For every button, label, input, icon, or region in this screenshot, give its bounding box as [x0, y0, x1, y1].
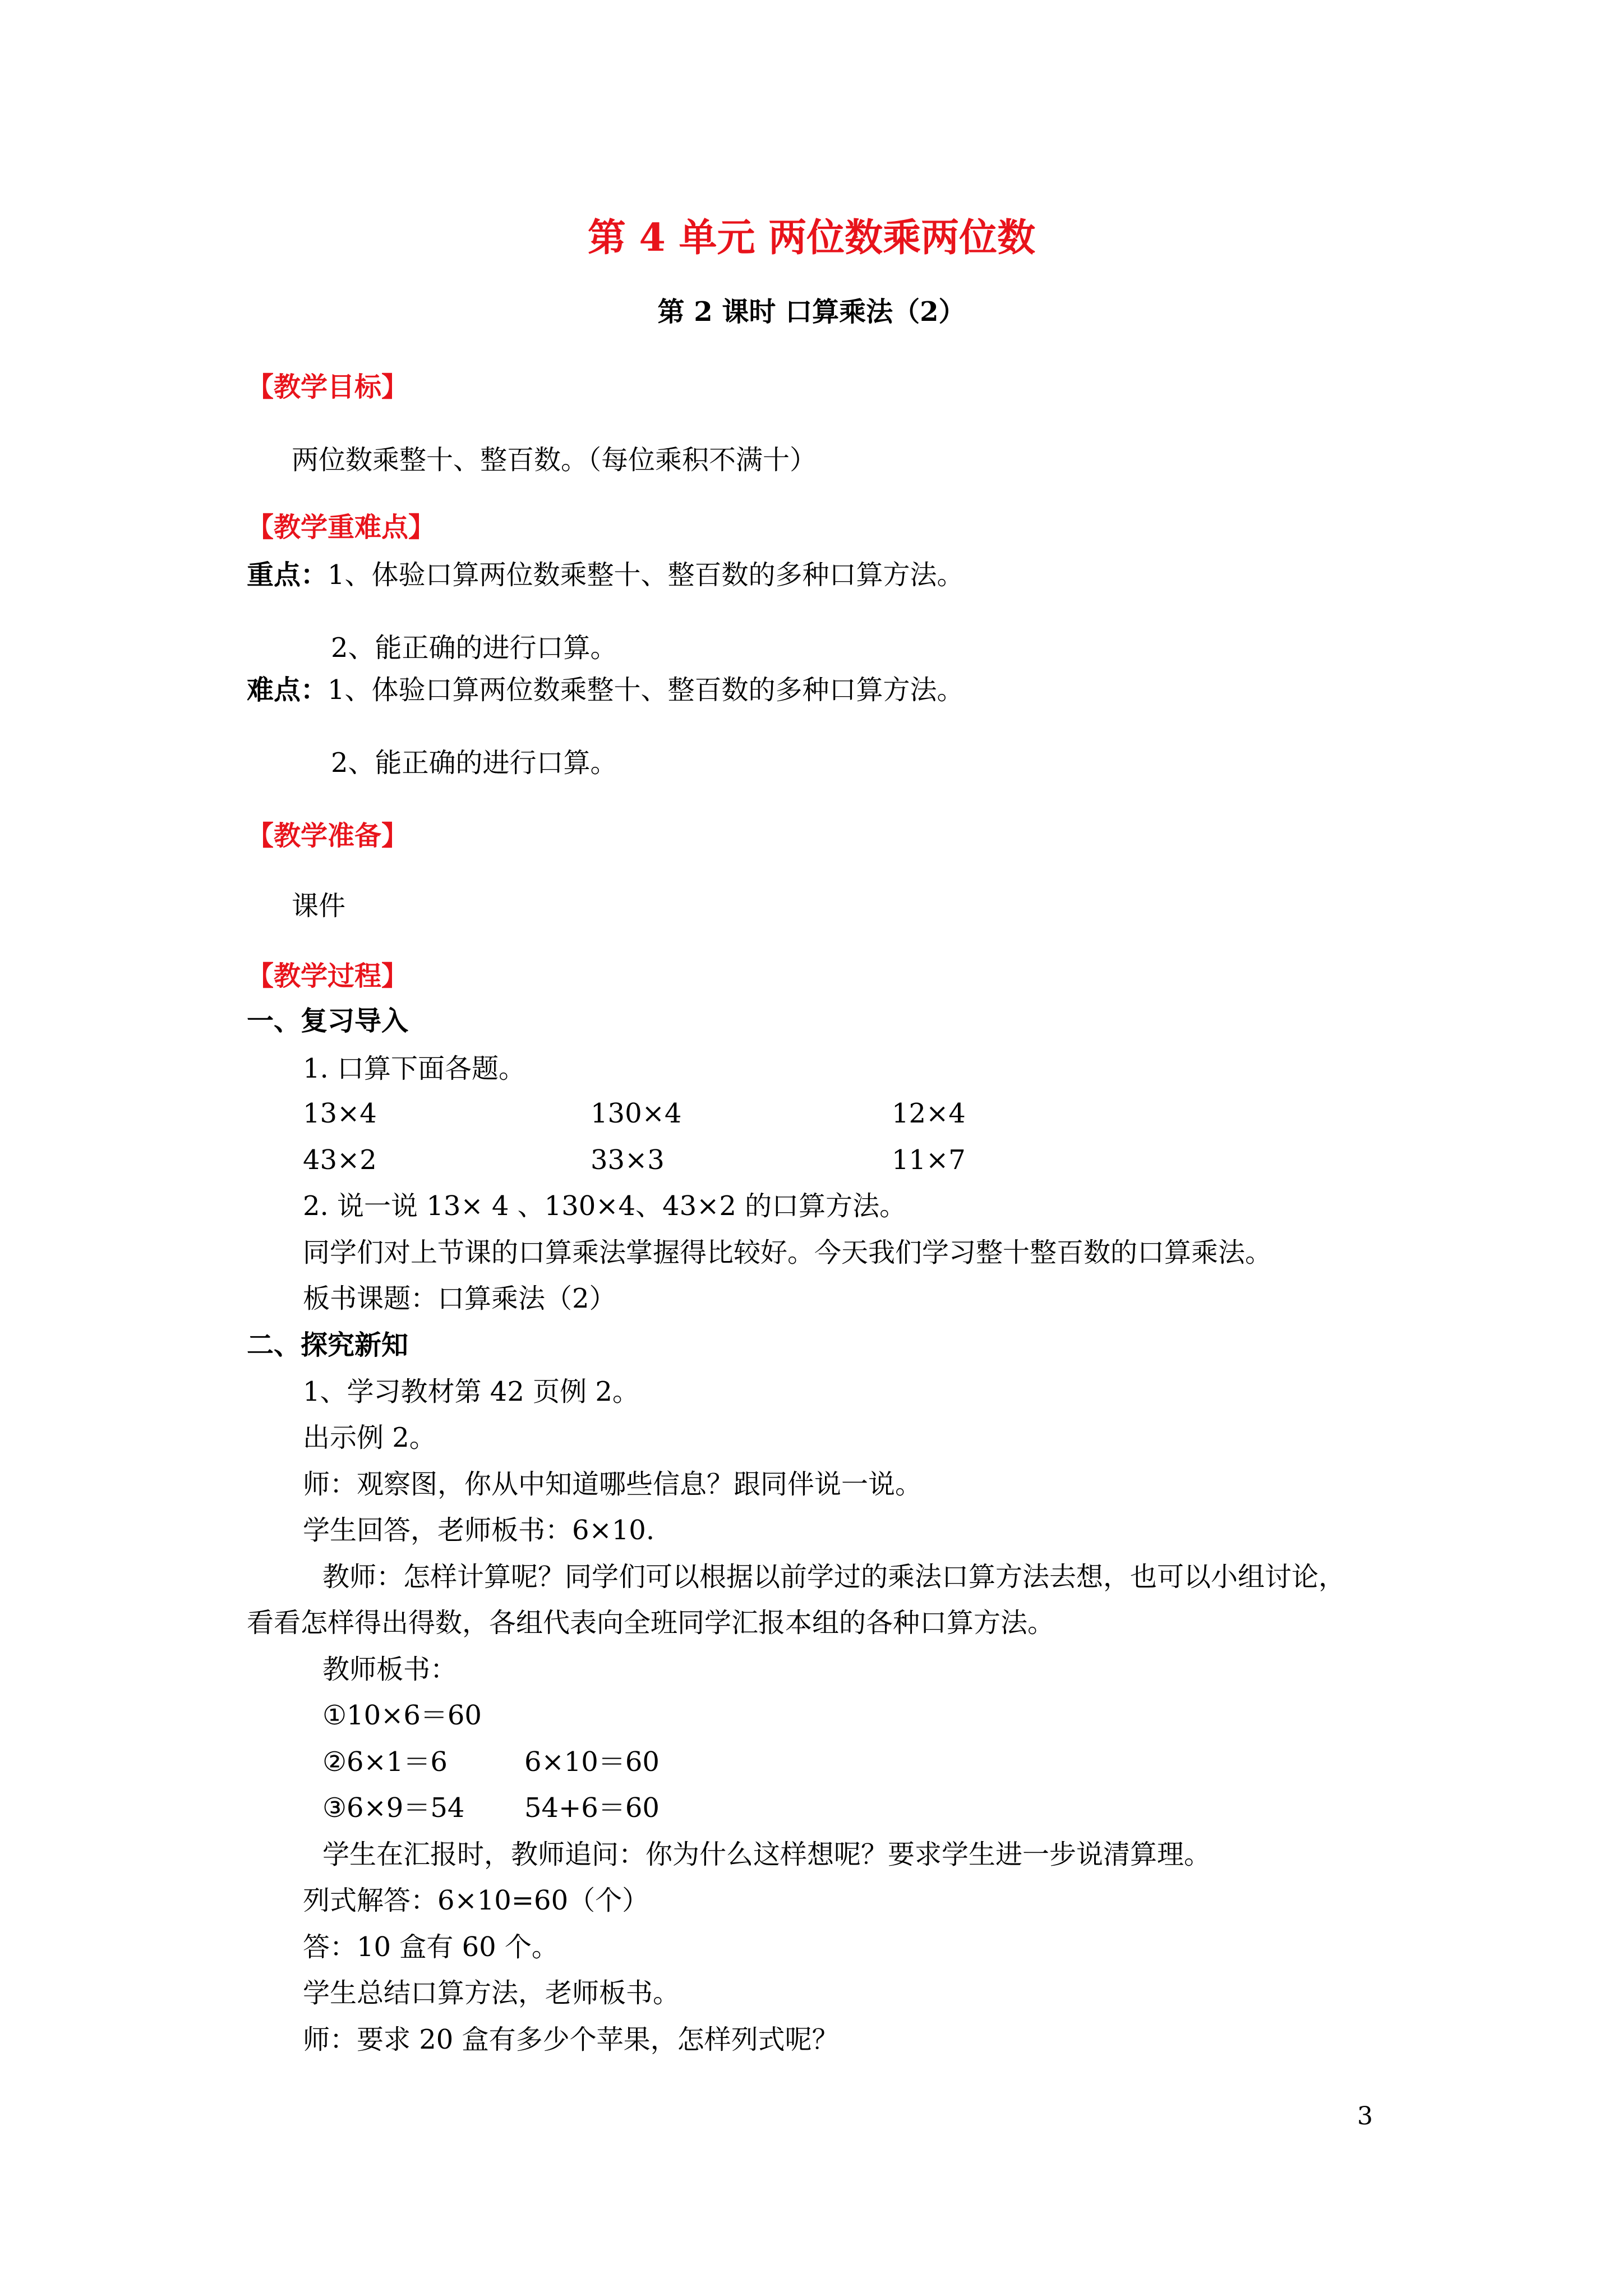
exercise-5: 33×3: [591, 1144, 665, 1176]
part1-line4: 板书课题：口算乘法（2）: [303, 1283, 616, 1314]
key-point-1: [247, 558, 964, 592]
part1-item1: 1. 口算下面各题。: [303, 1053, 526, 1084]
section-heading-key-points: 【教学重难点】: [247, 512, 436, 543]
difficulty-1-text: 1、体验口算两位数乘整十、整百数的多种口算方法。: [328, 674, 964, 706]
exercise-6: 11×7: [892, 1144, 966, 1176]
part2-line8: 学生在汇报时，教师追问：你为什么这样想呢？要求学生进一步说清算理。: [322, 1839, 1211, 1870]
difficulty-1: [247, 673, 964, 707]
exercise-3: 12×4: [892, 1098, 966, 1129]
part2-line12: 师：要求 20 盒有多少个苹果，怎样列式呢？: [303, 2024, 839, 2055]
part2-line5: 教师：怎样计算呢？同学们可以根据以前学过的乘法口算方法去想，也可以小组讨论，: [322, 1561, 1346, 1593]
difficulty-2: 2、能正确的进行口算。: [331, 747, 617, 779]
goal-text: 两位数乘整十、整百数。（每位乘积不满十）: [292, 444, 817, 476]
page-number: 3: [1357, 2102, 1373, 2131]
difficulty-label: 难点：: [247, 674, 328, 706]
key-point-label: 重点：: [247, 559, 328, 591]
section-heading-preparation: 【教学准备】: [247, 820, 409, 852]
part2-line10: 答：10 盒有 60 个。: [303, 1931, 559, 1963]
part2-line4: 学生回答，老师板书：6×10.: [303, 1515, 655, 1546]
part1-line3: 同学们对上节课的口算乘法掌握得比较好。今天我们学习整十整百数的口算乘法。: [303, 1237, 1272, 1268]
method-1: ①10×6＝60: [322, 1700, 482, 1731]
part1-heading: 一、复习导入: [247, 1005, 409, 1037]
method-3a: ③6×9＝54: [322, 1792, 465, 1824]
part2-line6: 看看怎样得出得数，各组代表向全班同学汇报本组的各种口算方法。: [247, 1607, 1055, 1639]
part2-line11: 学生总结口算方法，老师板书。: [303, 1977, 680, 2009]
lesson-subtitle: 第 2 课时 口算乘法（2）: [657, 296, 966, 328]
exercise-1: 13×4: [303, 1098, 377, 1129]
part2-line9: 列式解答：6×10=60（个）: [303, 1885, 649, 1916]
preparation-text: 课件: [292, 890, 346, 922]
method-2b: 6×10＝60: [524, 1746, 660, 1778]
part1-item2: 2. 说一说 13× 4 、130×4、43×2 的口算方法。: [303, 1190, 907, 1222]
method-2a: ②6×1＝6: [322, 1746, 448, 1778]
part2-line7: 教师板书：: [322, 1654, 458, 1685]
section-heading-goal: 【教学目标】: [247, 371, 409, 403]
key-point-2: 2、能正确的进行口算。: [331, 632, 617, 664]
method-3b: 54+6＝60: [524, 1792, 660, 1824]
page-title: 第 4 单元 两位数乘两位数: [587, 215, 1036, 260]
part2-line3: 师：观察图，你从中知道哪些信息？跟同伴说一说。: [303, 1469, 923, 1500]
part2-heading: 二、探究新知: [247, 1329, 409, 1361]
part2-line2: 出示例 2。: [303, 1422, 436, 1453]
section-heading-process: 【教学过程】: [247, 960, 409, 992]
key-point-1-text: 1、体验口算两位数乘整十、整百数的多种口算方法。: [328, 559, 964, 591]
part2-line1: 1、学习教材第 42 页例 2。: [303, 1376, 639, 1407]
exercise-2: 130×4: [591, 1098, 682, 1129]
exercise-4: 43×2: [303, 1144, 377, 1176]
